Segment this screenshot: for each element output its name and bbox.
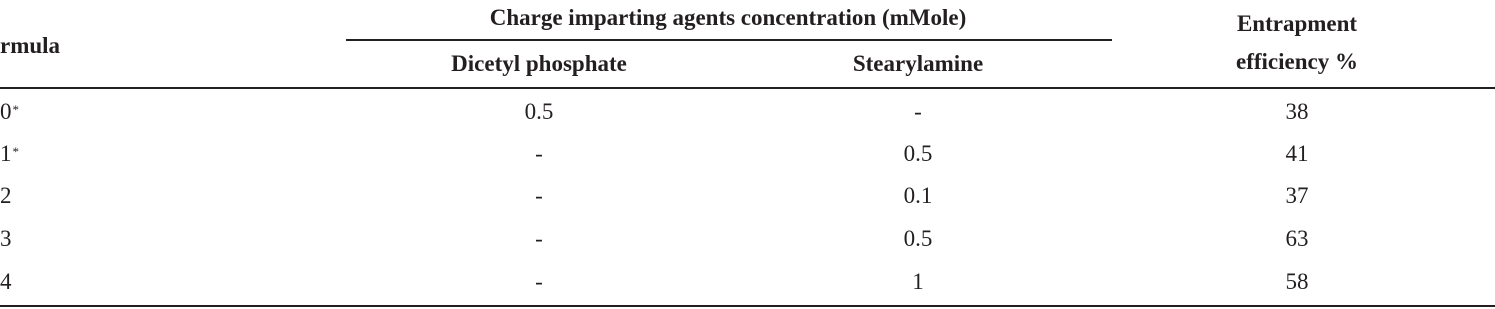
- cell-entrapment: 41: [1285, 141, 1309, 166]
- header-entrapment-line2: efficiency %: [1236, 49, 1358, 74]
- cell-dicetyl-phosphate: -: [535, 226, 543, 251]
- cell-formula: 3: [0, 226, 12, 251]
- header-entrapment-line1: Entrapment: [1236, 11, 1358, 36]
- cell-stearylamine: 0.1: [903, 183, 933, 208]
- cell-entrapment: 38: [1285, 99, 1309, 124]
- cell-dicetyl-phosphate: -: [535, 269, 543, 294]
- cell-formula: 1*: [0, 141, 19, 166]
- cell-entrapment: 37: [1285, 183, 1309, 208]
- header-charge-agents: Charge imparting agents concentration (mMole): [489, 5, 967, 30]
- cell-entrapment: 58: [1285, 269, 1309, 294]
- table-bottom-rule: [0, 305, 1495, 307]
- cell-dicetyl-phosphate: -: [535, 183, 543, 208]
- cell-formula: 4: [0, 269, 12, 294]
- cell-stearylamine: -: [914, 99, 922, 124]
- cell-dicetyl-phosphate: 0.5: [524, 99, 554, 124]
- cell-stearylamine: 1: [912, 269, 924, 294]
- header-dicetyl-phosphate: Dicetyl phosphate: [451, 51, 627, 76]
- cell-entrapment: 63: [1285, 226, 1309, 251]
- header-bottom-rule: [0, 87, 1495, 89]
- header-group-rule: [346, 39, 1112, 41]
- cell-stearylamine: 0.5: [903, 226, 933, 251]
- header-formula: rmula: [0, 33, 61, 58]
- cell-dicetyl-phosphate: -: [535, 141, 543, 166]
- cell-formula: 2: [0, 183, 12, 208]
- header-stearylamine: Stearylamine: [852, 51, 984, 76]
- cell-formula: 0*: [0, 99, 19, 124]
- cell-stearylamine: 0.5: [903, 141, 933, 166]
